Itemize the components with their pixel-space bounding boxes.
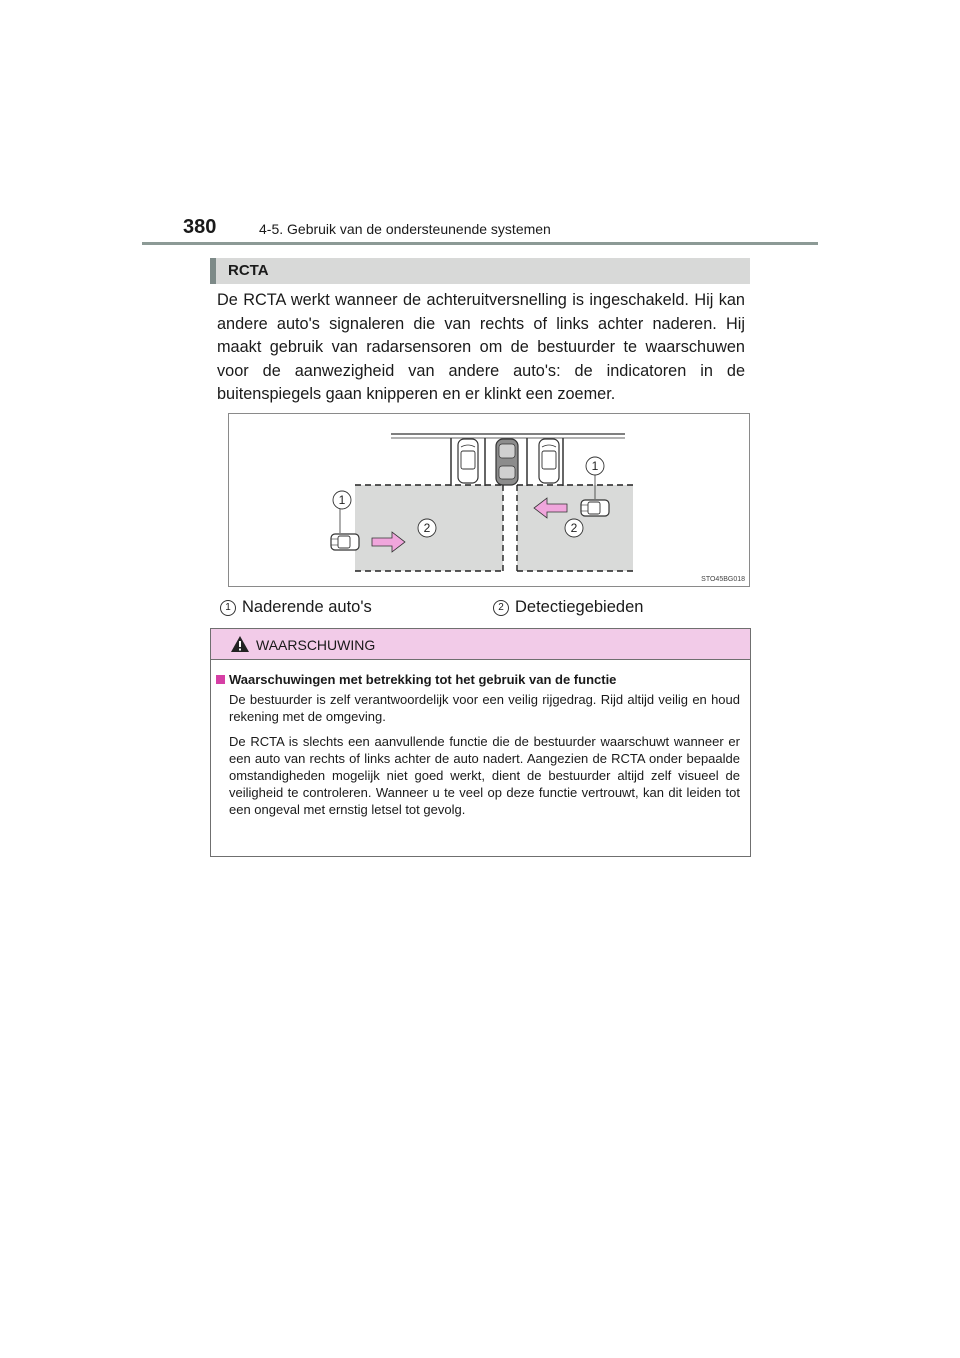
- callout-2-right: 2: [570, 521, 578, 535]
- callout-1-right: 1: [591, 459, 599, 473]
- warning-paragraph: De RCTA is slechts een aanvullende functie die de bestuurder waarschuwt wanneer er een auto van rechts of links achter de auto nadert. Aangezien de RCTA onder bepaalde omstandigheden mogelijk niet goed werkt, dient de bestuurder altijd zelf visueel de veiligheid te controleren. Wanneer u te veel op deze functie vertrouwt, kan dit leiden tot een ongeval met ernstig letsel tot gevolg.: [229, 734, 740, 817]
- callout-2-left: 2: [423, 521, 431, 535]
- chapter-title: 4-5. Gebruik van de ondersteunende systemen: [259, 221, 551, 237]
- warning-box: [210, 628, 751, 857]
- parked-car-left: [458, 439, 478, 483]
- legend-label: Detectiegebieden: [515, 598, 644, 616]
- section-header: [210, 258, 750, 284]
- figure-code: STO45BG018: [701, 576, 745, 583]
- approaching-car-right: [581, 500, 609, 516]
- rcta-diagram: [228, 413, 750, 587]
- warning-title: WAARSCHUWING: [256, 637, 376, 653]
- legend-number: 2: [493, 600, 509, 616]
- legend-item-detection-areas: [493, 598, 643, 617]
- legend-label: Naderende auto's: [242, 598, 372, 616]
- legend-item-approaching-cars: [220, 598, 372, 617]
- rcta-diagram-svg: [229, 414, 749, 586]
- legend-number: 1: [220, 600, 236, 616]
- approaching-car-left: [331, 534, 359, 550]
- section-accent: [210, 258, 216, 284]
- warning-subheading: [216, 672, 616, 687]
- callout-1-left: 1: [338, 493, 346, 507]
- intro-paragraph: De RCTA werkt wanneer de achteruitversnelling is ingeschakeld. Hij kan andere auto's signaleren die van rechts of links achter naderen. Hij maakt gebruik van radarsensoren om de bestuurder te waarschuwen voor de aanwezigheid van andere auto's: de indicatoren in de buitenspiegels gaan knipperen en er klinkt een zoemer.: [217, 291, 745, 403]
- warning-subheading-text: Waarschuwingen met betrekking tot het gebruik van de functie: [229, 672, 617, 687]
- warning-header: [211, 629, 750, 660]
- own-car: [496, 439, 518, 485]
- parked-car-right: [539, 439, 559, 483]
- warning-triangle-icon: [230, 635, 250, 653]
- bullet-square-icon: [216, 675, 225, 684]
- header-rule: [142, 242, 818, 245]
- section-title: RCTA: [228, 262, 269, 279]
- page-number: 380: [183, 216, 217, 238]
- warning-paragraph: De bestuurder is zelf verantwoordelijk voor een veilig rijgedrag. Rijd altijd veilig en houd rekening met de omgeving.: [229, 692, 740, 724]
